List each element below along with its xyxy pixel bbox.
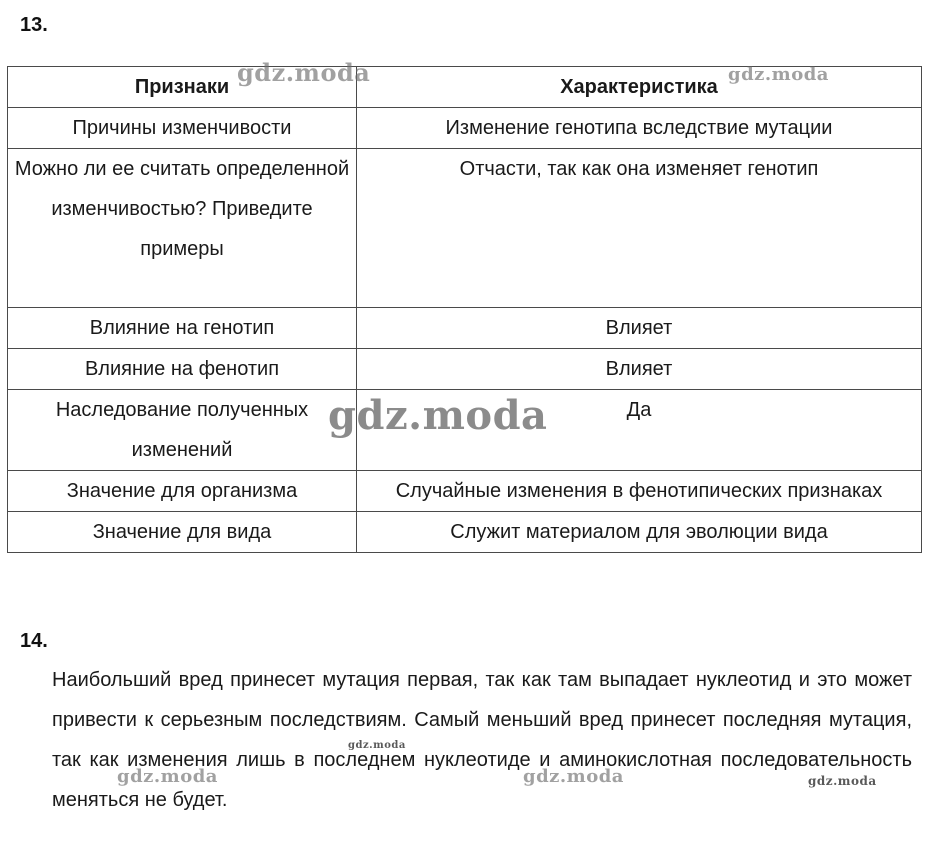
task-14-answer: Наибольший вред принесет мутация первая, так как там выпадает нуклеотид и это может привести к серьезным последствиям. Самый меньший вред принесет последняя мутация, так как изменения лишь в последнем нуклеотиде и аминокислотная последовательность меняться не будет. bbox=[52, 669, 912, 811]
table-row bbox=[8, 108, 922, 149]
table-row bbox=[8, 349, 922, 390]
characteristics-table bbox=[7, 66, 922, 553]
table-row bbox=[8, 390, 922, 471]
feature-cell: Влияние на генотип bbox=[8, 308, 357, 349]
header-features: Признаки bbox=[8, 67, 357, 108]
watermark: gdz.moda bbox=[117, 766, 218, 787]
characteristic-cell: Влияет bbox=[357, 308, 922, 349]
watermark: gdz.moda bbox=[523, 766, 624, 787]
table-row bbox=[8, 512, 922, 553]
feature-cell: Влияние на фенотип bbox=[8, 349, 357, 390]
feature-cell: Можно ли ее считать определенной изменчивостью? Приведите примеры bbox=[8, 149, 357, 308]
characteristic-cell: Случайные изменения в фенотипических признаках bbox=[357, 471, 922, 512]
table-header-row bbox=[8, 67, 922, 108]
watermark: gdz.moda bbox=[237, 58, 371, 87]
characteristic-cell: Служит материалом для эволюции вида bbox=[357, 512, 922, 553]
table-row bbox=[8, 149, 922, 308]
characteristic-cell: Отчасти, так как она изменяет генотип bbox=[357, 149, 922, 308]
task-14-number: 14. bbox=[20, 630, 48, 652]
characteristic-cell: Да bbox=[357, 390, 922, 471]
table-row bbox=[8, 471, 922, 512]
feature-cell: Значение для вида bbox=[8, 512, 357, 553]
watermark: gdz.moda bbox=[348, 740, 406, 751]
characteristic-cell: Влияет bbox=[357, 349, 922, 390]
feature-cell: Наследование полученных изменений bbox=[8, 390, 357, 471]
task-13-number: 13. bbox=[20, 14, 48, 36]
watermark: gdz.moda bbox=[728, 64, 829, 85]
feature-cell: Причины изменчивости bbox=[8, 108, 357, 149]
table-row bbox=[8, 308, 922, 349]
characteristic-cell: Изменение генотипа вследствие мутации bbox=[357, 108, 922, 149]
watermark: gdz.moda bbox=[808, 774, 877, 788]
feature-cell: Значение для организма bbox=[8, 471, 357, 512]
watermark: gdz.moda bbox=[328, 392, 548, 439]
header-characteristic: Характеристика bbox=[357, 67, 922, 108]
